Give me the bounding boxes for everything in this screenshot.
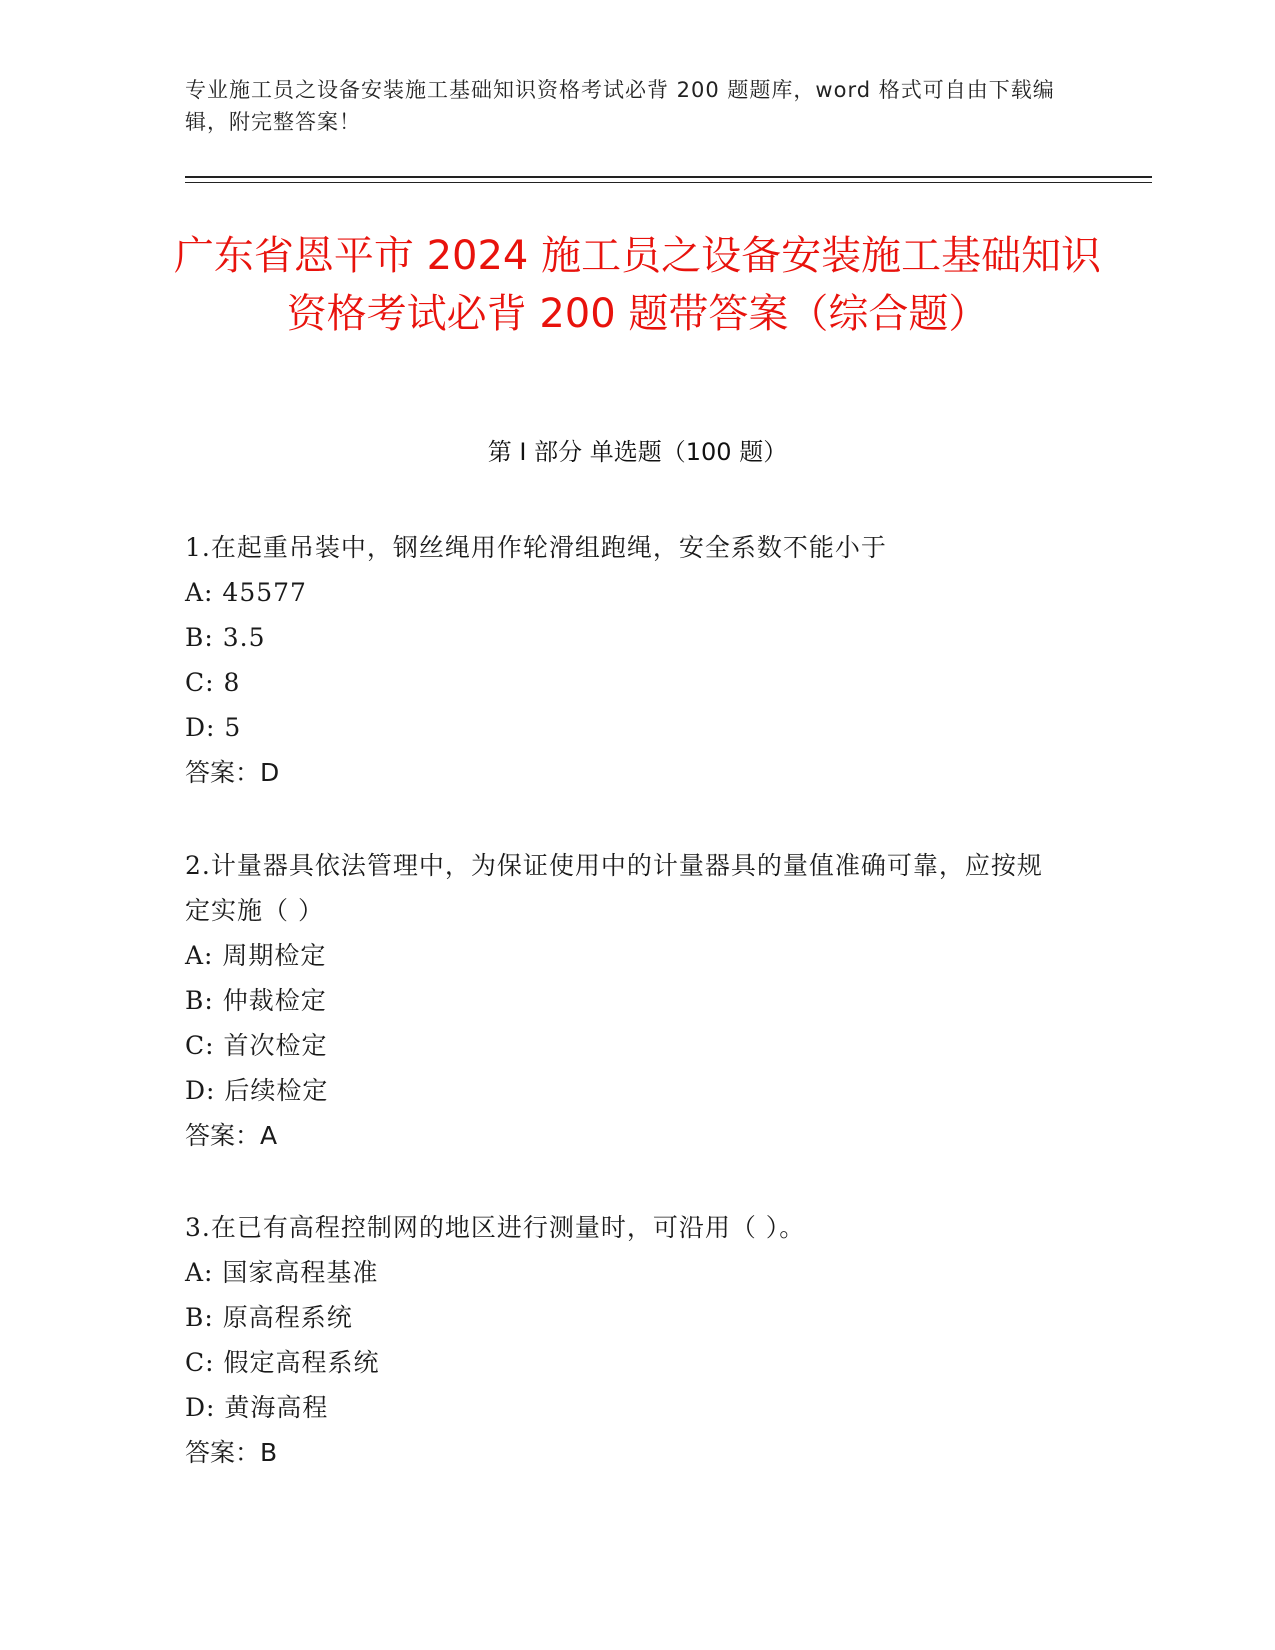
answer: 答案：A	[185, 1121, 278, 1150]
option-a: A: 国家高程基准	[185, 1258, 379, 1287]
option-c: C: 假定高程系统	[185, 1348, 380, 1377]
option-d: D: 5	[185, 713, 242, 742]
section-heading: 第 I 部分 单选题（100 题）	[487, 438, 788, 466]
option-d: D: 后续检定	[185, 1076, 329, 1105]
option-b: B: 仲裁检定	[185, 986, 327, 1015]
option-c: C: 8	[185, 668, 241, 697]
header-divider-thick	[185, 176, 1152, 178]
answer: 答案：D	[185, 758, 280, 787]
option-b: B: 原高程系统	[185, 1303, 353, 1332]
option-d: D: 黄海高程	[185, 1393, 329, 1422]
option-c: C: 首次检定	[185, 1031, 328, 1060]
option-a: A: 45577	[185, 578, 307, 607]
header-note: 专业施工员之设备安装施工基础知识资格考试必背 200 题题库，word 格式可自由下载编辑，附完整答案！	[185, 78, 1055, 134]
document-title: 广东省恩平市 2024 施工员之设备安装施工基础知识资格考试必背 200 题带答案（综合题）	[173, 233, 1102, 337]
answer: 答案：B	[185, 1438, 278, 1467]
question-stem: 2.计量器具依法管理中，为保证使用中的计量器具的量值准确可靠，应按规定实施（ ）	[185, 851, 1043, 925]
question-stem: 3.在已有高程控制网的地区进行测量时，可沿用（ ）。	[185, 1213, 806, 1242]
question-1	[185, 525, 1065, 795]
header-divider-thin	[185, 182, 1152, 183]
question-2	[185, 843, 1065, 1158]
question-stem: 1.在起重吊装中，钢丝绳用作轮滑组跑绳，安全系数不能小于	[185, 533, 887, 562]
option-b: B: 3.5	[185, 623, 266, 652]
question-3	[185, 1205, 1065, 1475]
option-a: A: 周期检定	[185, 941, 327, 970]
